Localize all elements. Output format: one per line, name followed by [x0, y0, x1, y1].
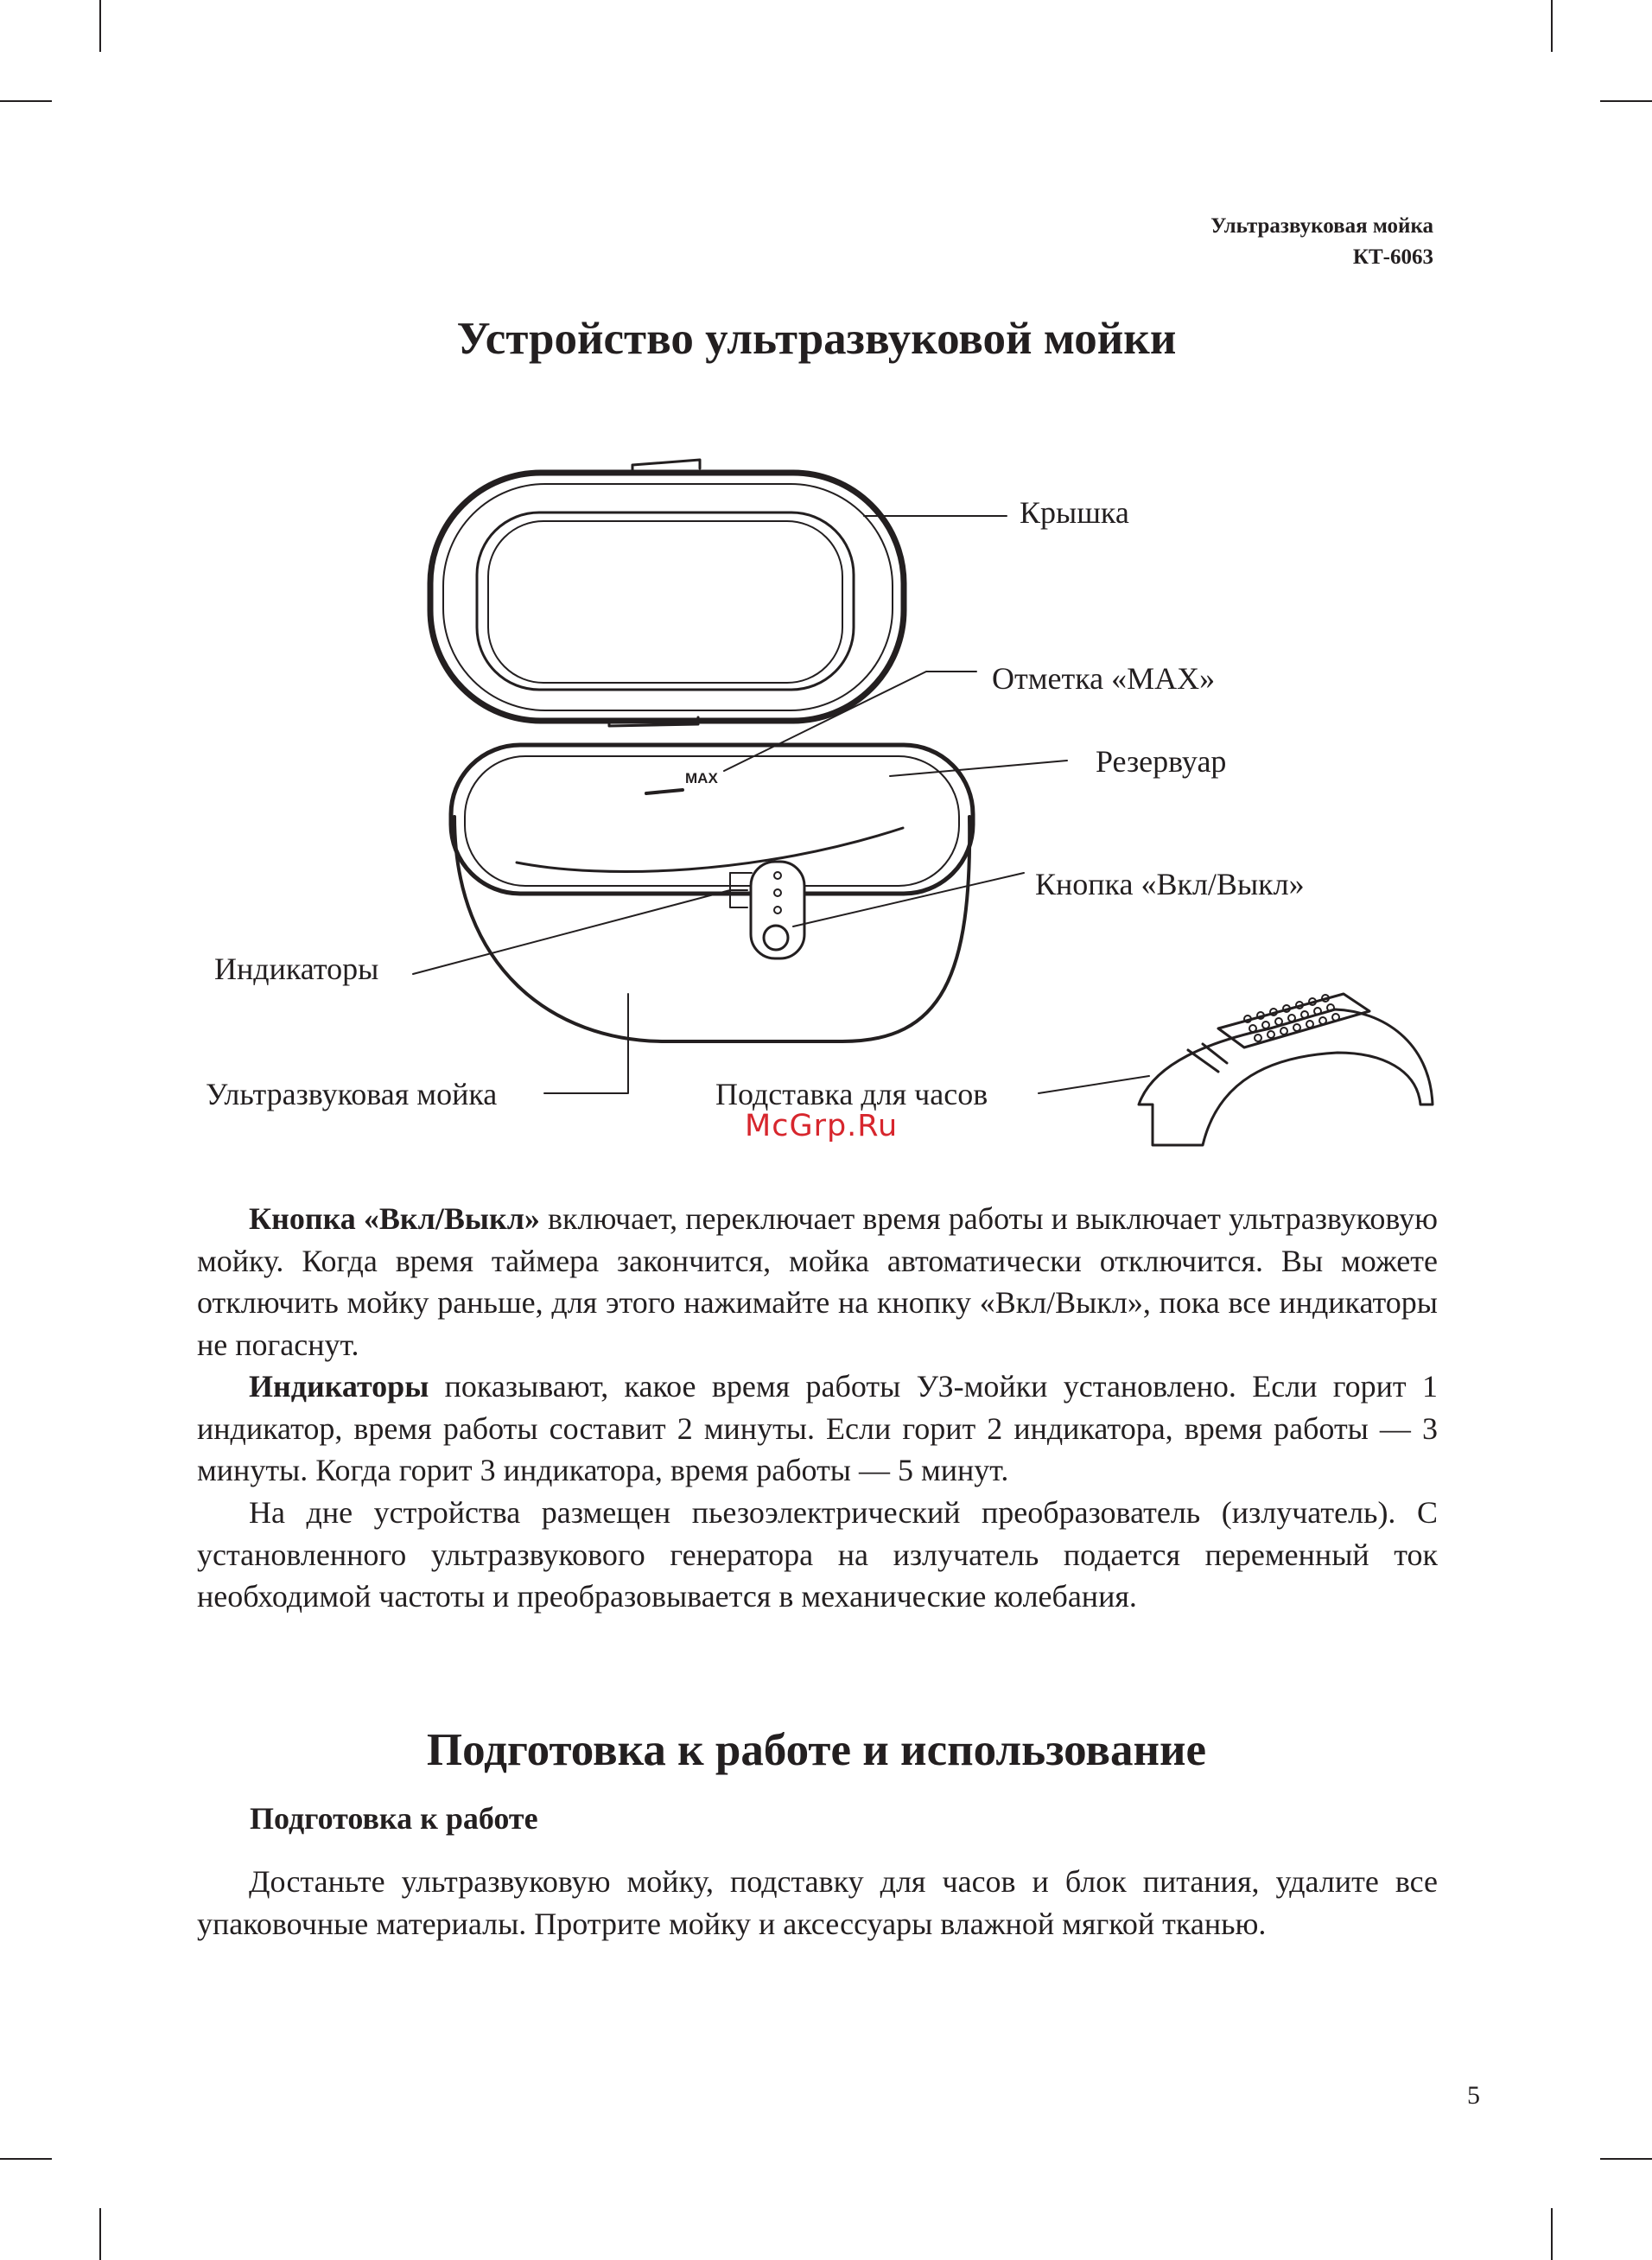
label-power-button: Кнопка «Вкл/Выкл» [1035, 867, 1305, 901]
cleaner-body-illustration [451, 745, 973, 1041]
paragraph-transducer: На дне устройства размещен пьезоэлектрический преобразователь (излучатель). С установленного ультразвукового генератора на излучатель подается переменный ток необходимой частоты и преобразовывается в механические колебания. [197, 1495, 1438, 1614]
paragraph-preparation: Достаньте ультразвуковую мойку, подставку для часов и блок питания, удалите все упаковочные материалы. Протрите мойку и аксессуары влажной мягкой тканью. [197, 1864, 1438, 1941]
watermark: McGrp.Ru [745, 1109, 899, 1143]
paragraph-text: показывают, какое время работы УЗ-мойки установлено. Если горит 1 индикатор, время работы составит 2 минуты. Если горит 2 индикатора, время работы — 3 минуты. Когда горит 3 индикатора, время работы — 5 минут. [197, 1369, 1438, 1487]
leader-lines [413, 516, 1149, 1093]
header-model: КТ-6063 [1352, 245, 1433, 269]
section-title-device: Устройство ультразвуковой мойки [456, 314, 1177, 364]
crop-mark [0, 2158, 52, 2160]
term-power-button: Кнопка «Вкл/Выкл» [249, 1201, 540, 1236]
crop-mark [1600, 2158, 1652, 2160]
header-product-name: Ультразвуковая мойка [1210, 214, 1433, 238]
crop-mark [1551, 2208, 1553, 2260]
watch-stand-illustration [1139, 994, 1433, 1145]
label-cleaner: Ультразвуковая мойка [206, 1077, 498, 1111]
term-indicators: Индикаторы [249, 1369, 429, 1404]
crop-mark [99, 2208, 101, 2260]
page-number: 5 [1467, 2081, 1480, 2110]
label-indicators: Индикаторы [214, 952, 379, 986]
section-title-preparation: Подготовка к работе и использование [426, 1725, 1207, 1775]
label-reservoir: Резервуар [1096, 744, 1227, 779]
subsection-title: Подготовка к работе [250, 1801, 538, 1836]
label-lid: Крышка [1020, 495, 1129, 530]
paragraph-power-button [197, 1198, 1438, 1366]
paragraph-indicators [197, 1366, 1438, 1492]
paragraph-text: включает, переключает время работы и выключает ультразвуковую мойку. Когда время таймера закончится, мойка автоматически отключится. Вы можете отключить мойку раньше, для этого нажимайте на кнопку «Вкл/Выкл», пока все индикаторы не погаснут. [197, 1201, 1439, 1362]
lid-illustration [430, 460, 904, 726]
label-watch-stand: Подставка для часов [715, 1077, 988, 1111]
label-max-mark: Отметка «MAX» [992, 661, 1216, 696]
max-mark-text: MAX [685, 770, 718, 786]
